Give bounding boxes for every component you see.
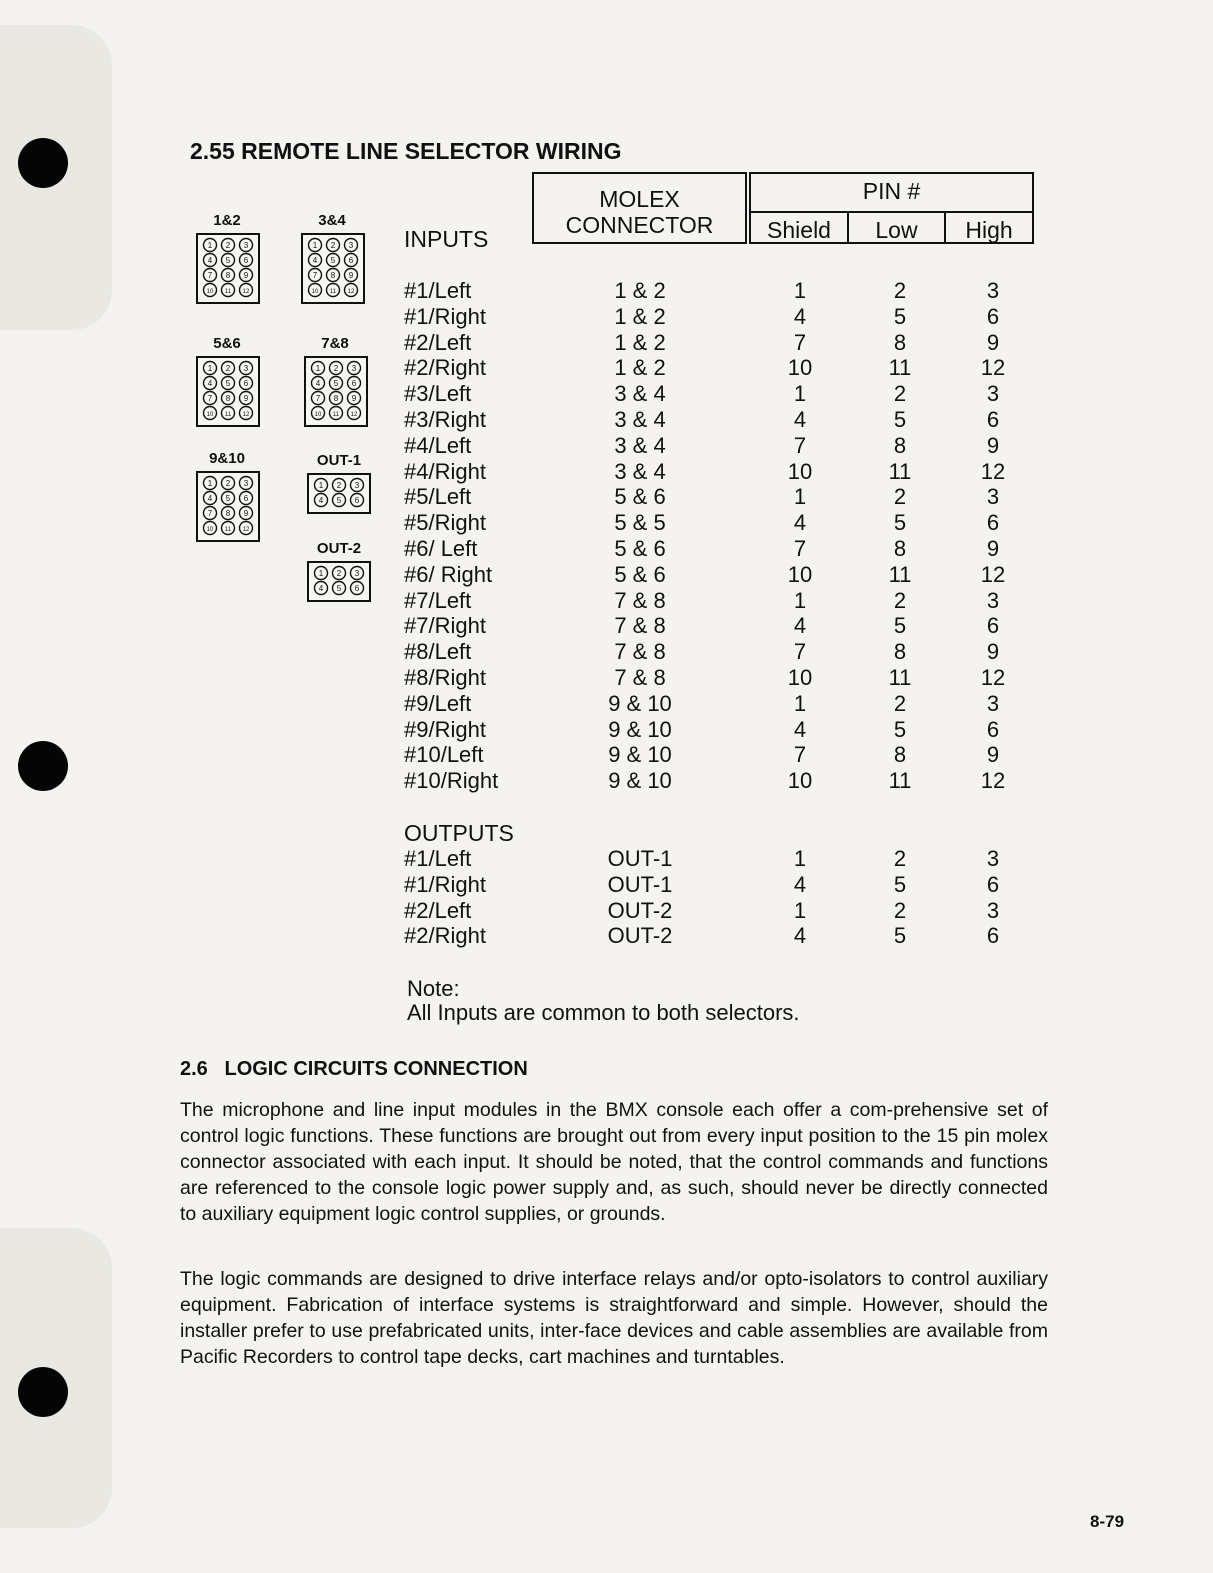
connector-pin-number: 3 <box>348 240 354 250</box>
note-label: Note: <box>407 976 460 1001</box>
cell-high: 3 <box>986 897 1000 923</box>
cell-low: 8 <box>893 536 907 561</box>
cell-high: 3 <box>986 484 1000 510</box>
cell-molex: 5 & 6 <box>614 536 666 561</box>
cell-molex: 9 & 10 <box>608 716 672 742</box>
punch-hole-bottom <box>18 1367 68 1417</box>
table-row <box>0 898 1213 924</box>
cell-low: 2 <box>893 897 907 923</box>
cell-shield: 7 <box>793 536 807 561</box>
cell-low: 2 <box>893 690 907 716</box>
cell-molex: OUT-2 <box>607 923 673 949</box>
inputs-label: INPUTS <box>404 226 489 252</box>
connector-pin-number: 2 <box>336 480 342 490</box>
cell-low: 2 <box>893 278 907 303</box>
cell-name: #4/Right <box>404 458 486 484</box>
connector-pin-number: 2 <box>330 240 336 250</box>
connector-pin-number: 6 <box>243 493 249 503</box>
connector-pin-number: 4 <box>318 583 324 593</box>
connector-pin-number: 10 <box>314 411 322 418</box>
molex-connector-header <box>532 172 747 244</box>
cell-shield: 7 <box>793 742 807 768</box>
cell-molex: 7 & 8 <box>614 613 666 639</box>
note-text: All Inputs are common to both selectors. <box>407 1000 800 1025</box>
cell-molex: 1 & 2 <box>614 329 666 355</box>
cell-name: #7/Left <box>404 587 472 613</box>
cell-high: 12 <box>980 355 1006 381</box>
cell-low: 8 <box>893 639 907 665</box>
cell-shield: 4 <box>793 716 807 742</box>
cell-name: #8/Left <box>404 639 472 665</box>
cell-low: 5 <box>893 303 907 329</box>
cell-molex: 7 & 8 <box>614 587 666 613</box>
cell-low: 11 <box>888 458 912 484</box>
cell-molex: OUT-1 <box>607 846 673 871</box>
table-row <box>0 484 1213 510</box>
connector-label: OUT-2 <box>316 540 362 557</box>
cell-molex: 3 & 4 <box>614 381 666 407</box>
table-row <box>0 665 1213 691</box>
connector-pin-number: 9 <box>348 270 354 280</box>
connector-pin-number: 6 <box>351 378 357 388</box>
cell-molex: 3 & 4 <box>614 407 666 432</box>
cell-high: 12 <box>980 458 1006 484</box>
connector-pin-number: 12 <box>350 411 358 418</box>
cell-low: 8 <box>893 742 907 768</box>
connector-pin-number: 9 <box>243 270 249 280</box>
connector-pin-number: 1 <box>315 363 321 373</box>
connector-pin-number: 1 <box>318 480 324 490</box>
cell-high: 3 <box>986 690 1000 716</box>
outputs-label: OUTPUTS <box>404 820 514 846</box>
cell-shield: 4 <box>793 510 807 536</box>
cell-molex: 3 & 4 <box>614 458 666 484</box>
table-row <box>0 330 1213 356</box>
cell-low: 8 <box>893 329 907 355</box>
cell-molex: 9 & 10 <box>608 690 672 716</box>
cell-high: 9 <box>986 432 1000 458</box>
table-row <box>0 613 1213 639</box>
connector-pin-number: 8 <box>330 270 336 280</box>
cell-molex: 1 & 2 <box>614 303 666 329</box>
cell-shield: 1 <box>793 381 807 407</box>
connector-pin-number: 10 <box>311 288 319 295</box>
cell-molex: 3 & 4 <box>614 432 666 458</box>
cell-low: 2 <box>893 484 907 510</box>
cell-molex: 7 & 8 <box>614 665 666 690</box>
table-row <box>0 536 1213 562</box>
cell-name: #2/Left <box>404 329 472 355</box>
cell-name: #7/Right <box>404 613 486 639</box>
cell-name: #4/Left <box>404 432 472 458</box>
cell-shield: 4 <box>793 407 807 432</box>
connector-pin-number: 4 <box>207 255 213 265</box>
connector-pin-number: 6 <box>243 378 249 388</box>
connector-pin-number: 1 <box>312 240 318 250</box>
section2-title: 2.6 LOGIC CIRCUITS CONNECTION <box>180 1058 528 1080</box>
cell-shield: 7 <box>793 639 807 665</box>
connector-pin-number: 11 <box>332 411 340 418</box>
cell-shield: 10 <box>787 355 813 381</box>
connector-pin-number: 8 <box>225 508 231 518</box>
connector-label: OUT-1 <box>316 452 362 469</box>
cell-low: 2 <box>893 846 907 871</box>
connector-pin-number: 8 <box>225 270 231 280</box>
connector-pin-number: 7 <box>315 393 321 403</box>
table-row <box>0 378 1213 407</box>
connector-pin-number: 7 <box>312 270 318 280</box>
connector-pin-number: 5 <box>225 378 231 388</box>
cell-low: 11 <box>888 561 912 587</box>
connector-pin-number: 5 <box>225 493 231 503</box>
connector-pin-number: 11 <box>224 526 232 533</box>
cell-shield: 4 <box>793 871 807 897</box>
cell-low: 11 <box>888 355 912 381</box>
connector-pin-number: 8 <box>333 393 339 403</box>
connector-label: 1&2 <box>213 212 241 229</box>
table-row <box>0 691 1213 717</box>
cell-name: #1/Left <box>404 846 472 871</box>
cell-low: 5 <box>893 510 907 536</box>
cell-low: 5 <box>893 407 907 432</box>
cell-high: 6 <box>986 871 1000 897</box>
col-shield-header: Shield <box>751 211 849 242</box>
connector-pin-number: 5 <box>336 495 342 505</box>
connector-pin-number: 12 <box>242 411 250 418</box>
table-row <box>0 304 1213 330</box>
table-row <box>0 742 1213 768</box>
connector-pin-number: 9 <box>243 393 249 403</box>
connector-pin-number: 3 <box>243 240 249 250</box>
connector-label: 3&4 <box>318 212 346 229</box>
cell-high: 3 <box>986 846 1000 871</box>
cell-molex: 5 & 5 <box>614 510 666 536</box>
table-row <box>0 562 1213 588</box>
connector-pin-number: 4 <box>207 493 213 503</box>
cell-name: #1/Left <box>404 278 472 303</box>
col-high-header: High <box>946 211 1032 242</box>
cell-name: #10/Right <box>404 768 499 794</box>
cell-high: 12 <box>980 561 1006 587</box>
cell-name: #5/Right <box>404 510 486 536</box>
cell-name: #5/Left <box>404 484 472 510</box>
connector-pin-number: 4 <box>207 378 213 388</box>
cell-shield: 4 <box>793 613 807 639</box>
page-number: 8-79 <box>1090 1512 1125 1531</box>
connector-pin-number: 5 <box>336 583 342 593</box>
connector-pin-number: 7 <box>207 508 213 518</box>
cell-molex: OUT-2 <box>607 897 673 923</box>
table-row <box>0 510 1213 536</box>
connector-pin-number: 3 <box>354 480 360 490</box>
cell-shield: 10 <box>787 768 813 794</box>
cell-molex: 1 & 2 <box>614 278 666 303</box>
cell-shield: 10 <box>787 458 813 484</box>
cell-name: #6/ Right <box>404 561 493 587</box>
paragraph-2: The logic commands are designed to drive interface relays and/or opto-isolators to control auxiliary equipment. Fabrication of interface systems is straightforward and simple. However, should the installer prefer to use prefabricated units, inter-face devices and cable assemblies are available from Pacific Recorders to control tape decks, cart machines and turntables. <box>180 1268 1048 1368</box>
connector-pin-number: 10 <box>206 288 214 295</box>
connector-pin-number: 12 <box>242 288 250 295</box>
cell-high: 6 <box>986 613 1000 639</box>
connector-pin-number: 4 <box>318 495 324 505</box>
cell-name: #1/Right <box>404 871 486 897</box>
cell-low: 5 <box>893 923 907 949</box>
cell-molex: 7 & 8 <box>614 639 666 665</box>
cell-high: 6 <box>986 407 1000 432</box>
table-row <box>0 717 1213 743</box>
cell-high: 9 <box>986 536 1000 561</box>
cell-molex: 9 & 10 <box>608 742 672 768</box>
cell-low: 11 <box>888 768 912 794</box>
cell-high: 6 <box>986 923 1000 949</box>
connector-pin-number: 4 <box>312 255 318 265</box>
connector-pin-number: 1 <box>318 568 324 578</box>
connector-pin-number: 5 <box>333 378 339 388</box>
cell-molex: 5 & 6 <box>614 561 666 587</box>
cell-name: #3/Right <box>404 407 486 432</box>
connector-pin-number: 12 <box>242 526 250 533</box>
cell-shield: 7 <box>793 432 807 458</box>
table-row <box>0 588 1213 614</box>
connector-pin-number: 10 <box>206 526 214 533</box>
cell-low: 11 <box>888 665 912 690</box>
cell-name: #10/Left <box>404 742 484 768</box>
cell-name: #1/Right <box>404 303 486 329</box>
cell-high: 12 <box>980 665 1006 690</box>
connector-pin-number: 8 <box>225 393 231 403</box>
cell-low: 5 <box>893 716 907 742</box>
table-row <box>0 923 1213 949</box>
cell-high: 3 <box>986 278 1000 303</box>
cell-low: 5 <box>893 613 907 639</box>
cell-shield: 1 <box>793 690 807 716</box>
connector-pin-number: 2 <box>225 478 231 488</box>
connector-pin-number: 3 <box>243 478 249 488</box>
connector-pin-number: 5 <box>225 255 231 265</box>
col-low-header: Low <box>849 211 946 242</box>
cell-high: 6 <box>986 303 1000 329</box>
cell-low: 2 <box>893 587 907 613</box>
cell-high: 3 <box>986 381 1000 407</box>
cell-shield: 10 <box>787 665 813 690</box>
connector-pin-number: 6 <box>348 255 354 265</box>
section-title: 2.55 REMOTE LINE SELECTOR WIRING <box>190 138 622 164</box>
cell-high: 12 <box>980 768 1006 794</box>
connector-pin-number: 3 <box>354 568 360 578</box>
connector-pin-number: 2 <box>333 363 339 373</box>
molex-header-line2: CONNECTOR <box>565 212 714 238</box>
connector-pin-number: 7 <box>207 393 213 403</box>
cell-high: 9 <box>986 639 1000 665</box>
connector-pin-number: 9 <box>243 508 249 518</box>
connector-pin-number: 3 <box>243 363 249 373</box>
connector-pin-number: 5 <box>330 255 336 265</box>
cell-high: 9 <box>986 329 1000 355</box>
connector-pin-number: 11 <box>224 411 232 418</box>
cell-shield: 10 <box>787 561 813 587</box>
cell-high: 6 <box>986 716 1000 742</box>
connector-pin-number: 6 <box>243 255 249 265</box>
cell-high: 6 <box>986 510 1000 536</box>
table-row <box>0 459 1213 485</box>
cell-high: 3 <box>986 587 1000 613</box>
cell-shield: 7 <box>793 329 807 355</box>
connector-pin-number: 1 <box>207 240 213 250</box>
table-row <box>0 355 1213 381</box>
pin-header-title: PIN # <box>862 178 921 204</box>
connector-pin-number: 4 <box>315 378 321 388</box>
cell-high: 9 <box>986 742 1000 768</box>
table-row <box>0 872 1213 898</box>
connector-pin-number: 7 <box>207 270 213 280</box>
connector-pin-number: 9 <box>351 393 357 403</box>
cell-low: 2 <box>893 381 907 407</box>
table-row <box>0 278 1213 304</box>
cell-low: 5 <box>893 871 907 897</box>
cell-molex: 1 & 2 <box>614 355 666 381</box>
cell-name: #9/Left <box>404 690 472 716</box>
cell-shield: 1 <box>793 484 807 510</box>
table-row <box>0 433 1213 459</box>
table-row <box>0 639 1213 665</box>
table-row <box>0 846 1213 872</box>
cell-shield: 1 <box>793 846 807 871</box>
connector-pin-number: 6 <box>354 583 360 593</box>
cell-shield: 1 <box>793 278 807 303</box>
connector-pin-number: 1 <box>207 478 213 488</box>
connector-label: 9&10 <box>209 450 245 467</box>
paragraph-1: The microphone and line input modules in the BMX console each offer a com-prehensive set of control logic functions. These functions are brought out from every input position to the 15 pin molex connector associated with each input. It should be noted, that the control commands and functions are referenced to the console logic power supply and, as such, should never be directly connected to auxiliary equipment logic control supplies, or grounds. <box>180 1099 1048 1225</box>
connector-pin-number: 6 <box>354 495 360 505</box>
connector-pin-number: 10 <box>206 411 214 418</box>
cell-shield: 1 <box>793 897 807 923</box>
cell-name: #2/Right <box>404 923 486 949</box>
cell-name: #2/Right <box>404 355 486 381</box>
connector-pin-number: 2 <box>225 240 231 250</box>
connector-pin-number: 3 <box>351 363 357 373</box>
connector-pin-number: 2 <box>225 363 231 373</box>
connector-pin-number: 1 <box>207 363 213 373</box>
connector-label: 5&6 <box>213 335 241 352</box>
connector-pin-number: 12 <box>347 288 355 295</box>
connector-pin-number: 11 <box>329 288 337 295</box>
table-row <box>0 407 1213 433</box>
cell-name: #6/ Left <box>404 536 478 561</box>
punch-hole-top <box>18 138 68 188</box>
cell-shield: 1 <box>793 587 807 613</box>
cell-low: 8 <box>893 432 907 458</box>
cell-name: #8/Right <box>404 665 486 690</box>
connector-pin-number: 11 <box>224 288 232 295</box>
cell-molex: 9 & 10 <box>608 768 672 794</box>
cell-molex: OUT-1 <box>607 871 673 897</box>
cell-shield: 4 <box>793 923 807 949</box>
cell-name: #3/Left <box>404 381 472 407</box>
molex-header-line1: MOLEX <box>599 186 680 212</box>
connector-pin-number: 2 <box>336 568 342 578</box>
cell-name: #2/Left <box>404 897 472 923</box>
cell-molex: 5 & 6 <box>614 484 666 510</box>
pin-header <box>749 172 1034 244</box>
cell-shield: 4 <box>793 303 807 329</box>
cell-name: #9/Right <box>404 716 486 742</box>
connector-label: 7&8 <box>321 335 349 352</box>
table-row <box>0 768 1213 794</box>
